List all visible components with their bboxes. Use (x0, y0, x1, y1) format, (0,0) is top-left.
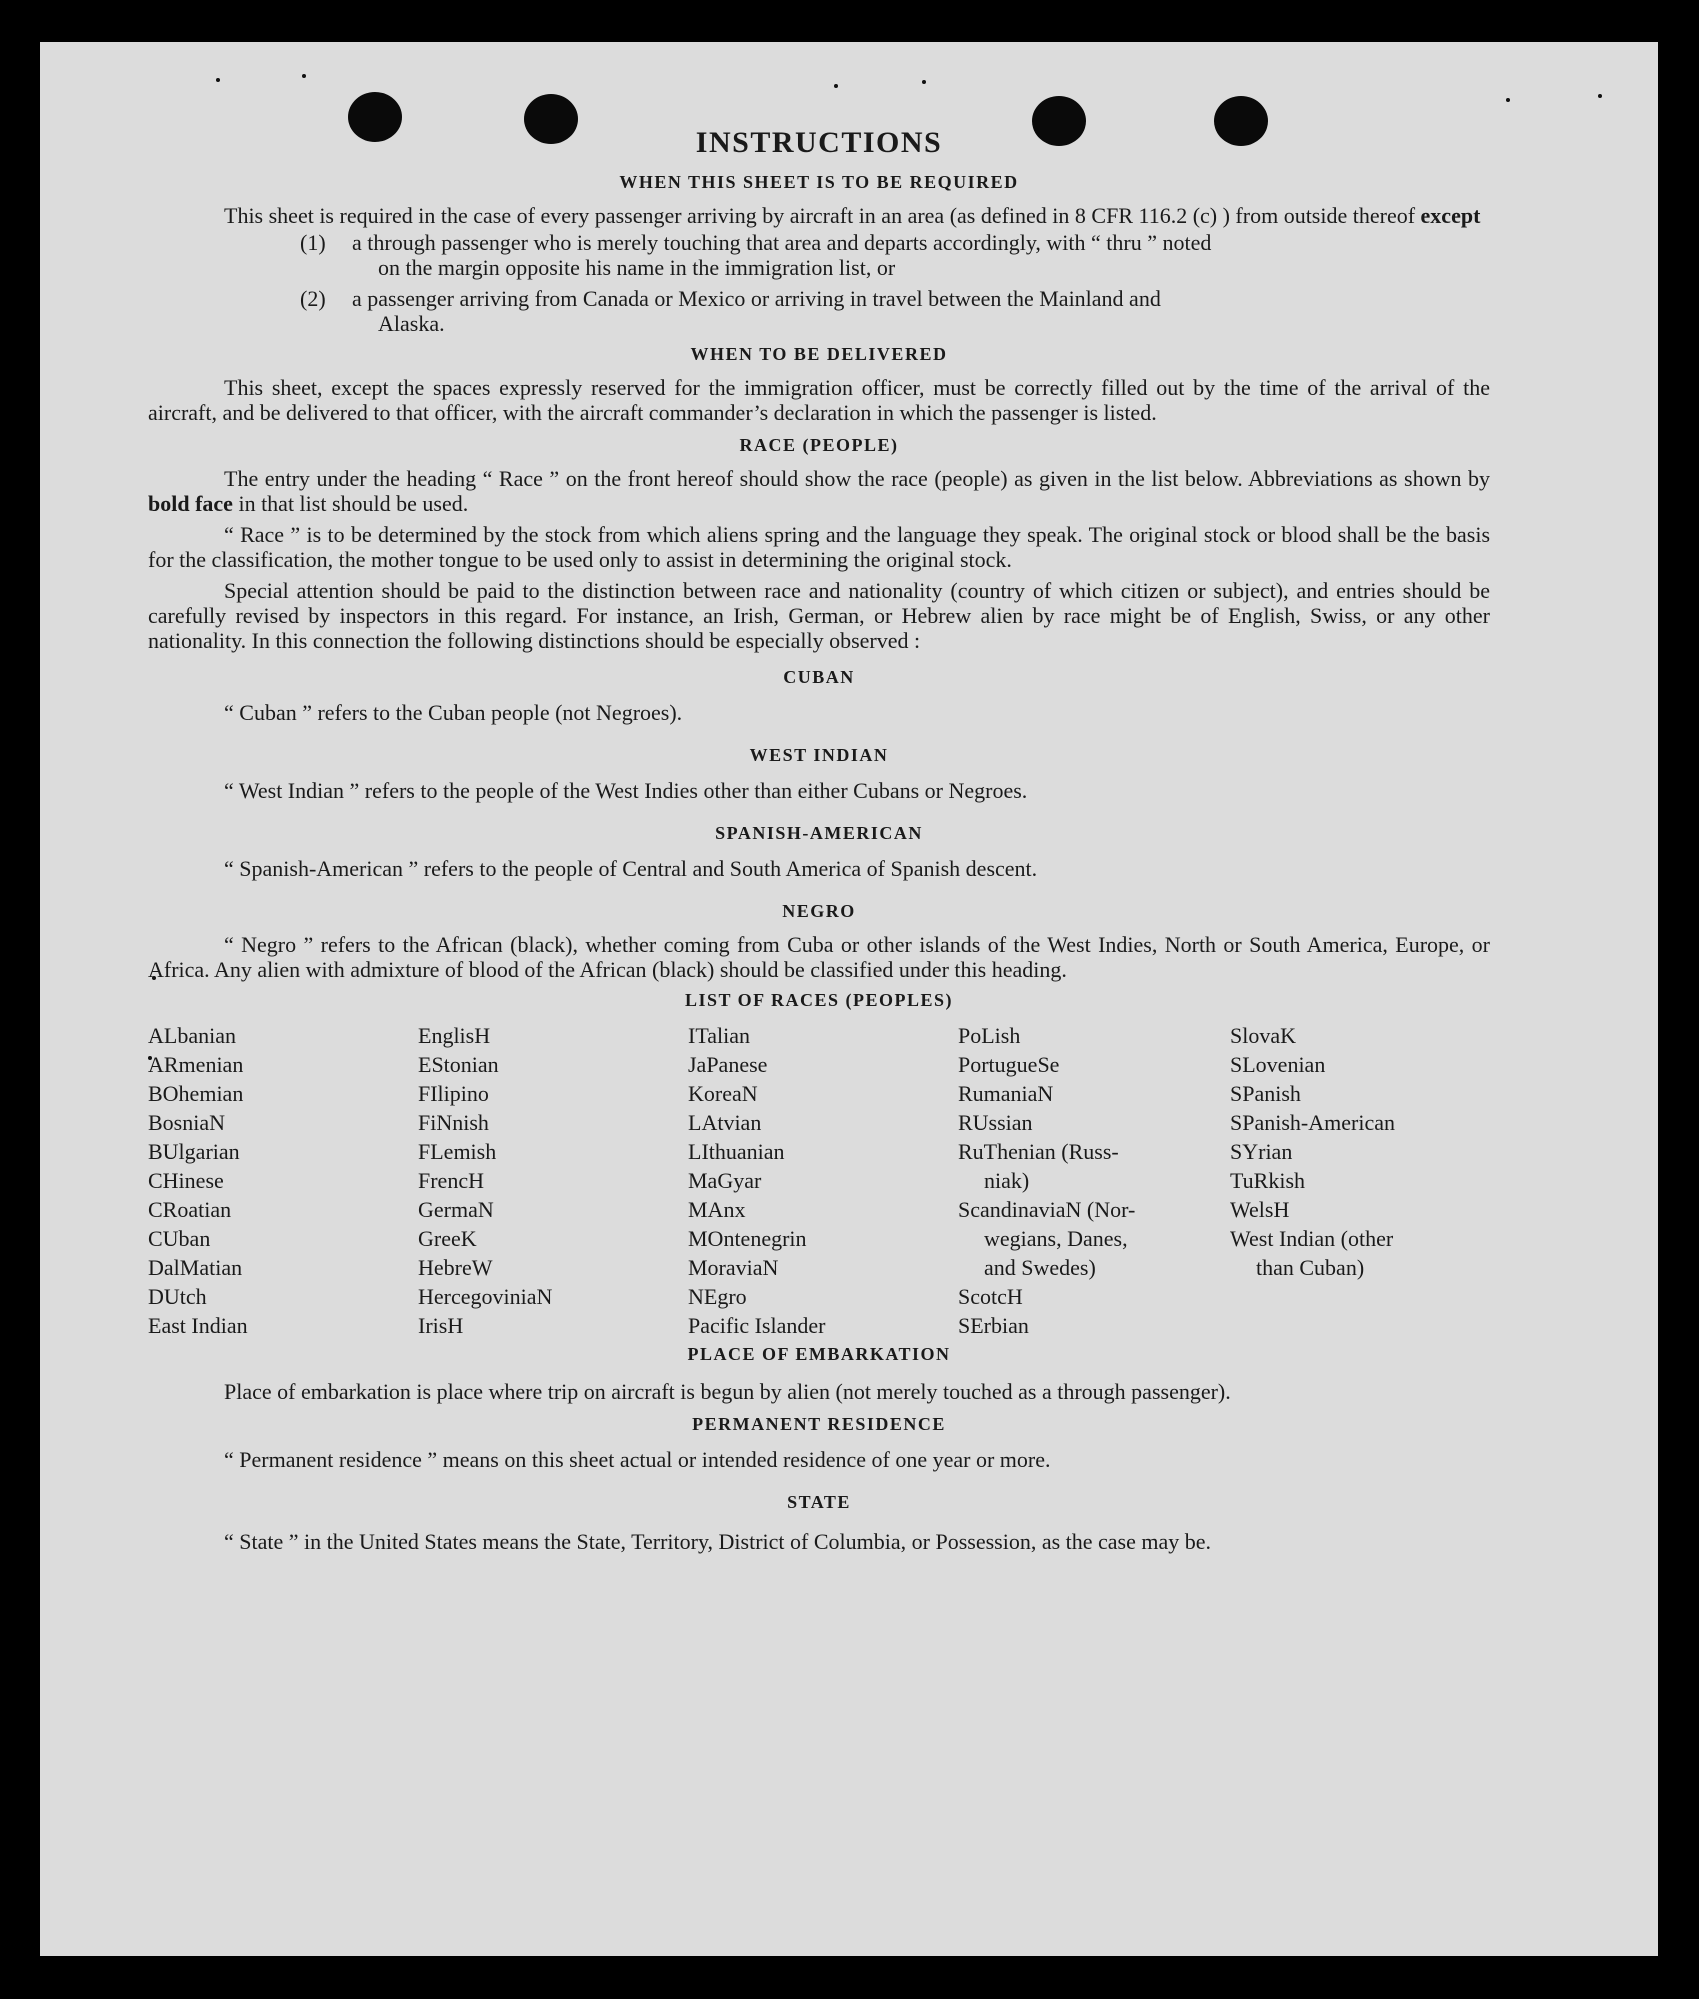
race-entry: RumaniaN (958, 1081, 1054, 1106)
race-entry: EStonian (418, 1052, 499, 1077)
race-entry: East Indian (148, 1313, 248, 1338)
race-entry: MoraviaN (688, 1255, 779, 1280)
spanish-american-text: “ Spanish-American ” refers to the people of Central and South America of Spanish descent. (224, 856, 1038, 881)
race-entry: FIlipino (418, 1081, 489, 1106)
race-entry: DUtch (148, 1284, 207, 1309)
race-entry: MOntenegrin (688, 1226, 807, 1251)
race-entry: NEgro (688, 1284, 747, 1309)
race-entry-continuation: than Cuban) (1256, 1255, 1365, 1280)
race-entry: WelsH (1230, 1197, 1290, 1222)
section-heading-residence: PERMANENT RESIDENCE (692, 1414, 946, 1434)
race-entry: EnglisH (418, 1023, 491, 1048)
race-entry: West Indian (other (1230, 1226, 1394, 1251)
section-heading-required: WHEN THIS SHEET IS TO BE REQUIRED (619, 172, 1019, 192)
race-entry: ALbanian (148, 1023, 236, 1048)
residence-text: “ Permanent residence ” means on this sheet actual or intended residence of one year or more. (224, 1447, 1051, 1472)
west-indian-text: “ West Indian ” refers to the people of the West Indies other than either Cubans or Negroes. (224, 778, 1028, 803)
section-heading-spanish-american: SPANISH-AMERICAN (715, 823, 923, 843)
race-entry: MaGyar (688, 1168, 762, 1193)
exception-line: Alaska. (378, 311, 445, 336)
exception-item-1 (300, 230, 1490, 280)
race-entry: PoLish (958, 1023, 1021, 1048)
race-column-4 (958, 1021, 1230, 1340)
race-entry: Pacific Islander (688, 1313, 826, 1338)
race-entry: RuThenian (Russ- (958, 1139, 1119, 1164)
race-entry: PortugueSe (958, 1052, 1060, 1077)
race-list (148, 1021, 1490, 1340)
section-heading-state: STATE (787, 1492, 851, 1512)
speck (216, 78, 220, 82)
race-entry: BUlgarian (148, 1139, 240, 1164)
race-entry: ScandinaviaN (Nor- (958, 1197, 1136, 1222)
race-entry: DalMatian (148, 1255, 243, 1280)
race-entry-continuation: niak) (984, 1168, 1030, 1193)
race-paragraph-1 (148, 466, 1490, 516)
delivered-text: This sheet, except the spaces expressly reserved for the immigration officer, must be correctly filled out by the time of the arrival of the aircraft, and be delivered to that officer, with the aircraft commander’s declaration in which the passenger is listed. (148, 375, 1490, 425)
race-entry: ScotcH (958, 1284, 1023, 1309)
exception-text (352, 230, 1490, 280)
race-entry: GreeK (418, 1226, 477, 1251)
race-entry: BosniaN (148, 1110, 225, 1135)
speck (922, 80, 926, 84)
exception-line: a through passenger who is merely touching that area and departs accordingly, with “ thru ” noted (352, 230, 1212, 255)
race-paragraph-3: Special attention should be paid to the distinction between race and nationality (country of which citizen or subject), and entries should be carefully revised by inspectors in this regard. For instance, an Irish, German, or Hebrew alien by race might be of English, Swiss, or any other nationality. In this connection the following distinctions should be especially observed : (148, 578, 1490, 653)
race-entry: SPanish-American (1230, 1110, 1395, 1135)
race-entry: TuRkish (1230, 1168, 1306, 1193)
race-entry: SErbian (958, 1313, 1029, 1338)
exception-item-2 (300, 286, 1490, 336)
section-heading-delivered: WHEN TO BE DELIVERED (690, 344, 948, 364)
speck (1506, 98, 1510, 102)
speck (1598, 94, 1602, 98)
race-column-2 (418, 1021, 688, 1340)
race-entry: GermaN (418, 1197, 494, 1222)
negro-text: “ Negro ” refers to the African (black), whether coming from Cuba or other islands of the West Indies, North or South America, Europe, or Africa. Any alien with admixture of blood of the African (black) should be classified under this heading. (148, 932, 1490, 982)
instructions-content (148, 126, 1490, 1558)
section-heading-cuban: CUBAN (783, 667, 855, 687)
race-entry: CUban (148, 1226, 211, 1251)
race-entry: CRoatian (148, 1197, 232, 1222)
speck (302, 74, 306, 78)
section-heading-negro: NEGRO (782, 901, 856, 921)
required-intro (148, 203, 1490, 228)
page-title: INSTRUCTIONS (695, 126, 943, 159)
race-entry: HebreW (418, 1255, 493, 1280)
state-text: “ State ” in the United States means the State, Territory, District of Columbia, or Possession, as the case may be. (224, 1529, 1212, 1554)
race-entry: LIthuanian (688, 1139, 785, 1164)
race-column-3 (688, 1021, 958, 1340)
race-entry: ITalian (688, 1023, 750, 1048)
race-entry-continuation: wegians, Danes, (984, 1226, 1128, 1251)
race-entry: SYrian (1230, 1139, 1293, 1164)
race-entry: CHinese (148, 1168, 224, 1193)
race-paragraph-text: in that list should be used. (238, 491, 469, 516)
section-heading-race: RACE (PEOPLE) (739, 435, 899, 455)
section-heading-embarkation: PLACE OF EMBARKATION (687, 1344, 951, 1364)
race-entry: SlovaK (1230, 1023, 1296, 1048)
race-entry: FiNnish (418, 1110, 489, 1135)
race-entry: HercegoviniaN (418, 1284, 553, 1309)
exception-line: a passenger arriving from Canada or Mexico or arriving in travel between the Mainland and (352, 286, 1161, 311)
race-entry: LAtvian (688, 1110, 762, 1135)
race-entry: MAnx (688, 1197, 746, 1222)
race-list-heading: LIST OF RACES (PEOPLES) (684, 990, 954, 1010)
race-paragraph-text: The entry under the heading “ Race ” on the front hereof should show the race (people) as given in the list below. Abbreviations as shown by (224, 466, 1490, 491)
exception-number: (1) (300, 230, 326, 255)
race-entry: RUssian (958, 1110, 1033, 1135)
embarkation-text: Place of embarkation is place where trip on aircraft is begun by alien (not merely touched as a through passenger). (224, 1379, 1231, 1404)
race-column-5 (1230, 1021, 1480, 1340)
section-heading-west-indian: WEST INDIAN (749, 745, 889, 765)
required-intro-text: This sheet is required in the case of every passenger arriving by aircraft in an area (as defined in 8 CFR 116.2 (c) ) from outside thereof (224, 203, 1416, 228)
exception-line: on the margin opposite his name in the immigration list, or (378, 255, 896, 280)
race-paragraph-bold: bold face (148, 491, 233, 516)
race-column-1 (148, 1021, 418, 1340)
cuban-text: “ Cuban ” refers to the Cuban people (not Negroes). (224, 700, 683, 725)
required-intro-bold: except (1420, 203, 1481, 228)
speck (834, 84, 838, 88)
race-entry: SPanish (1230, 1081, 1301, 1106)
race-entry: ARmenian (148, 1052, 244, 1077)
race-entry: KoreaN (688, 1081, 758, 1106)
race-entry-continuation: and Swedes) (984, 1255, 1096, 1280)
race-entry: IrisH (418, 1313, 464, 1338)
race-entry: FrencH (418, 1168, 484, 1193)
race-entry: SLovenian (1230, 1052, 1326, 1077)
exception-text (352, 286, 1490, 336)
exception-number: (2) (300, 286, 326, 311)
race-paragraph-2: “ Race ” is to be determined by the stock from which aliens spring and the language they speak. The original stock or blood shall be the basis for the classification, the mother tongue to be used only to assist in determining the original stock. (148, 522, 1490, 572)
race-entry: FLemish (418, 1139, 497, 1164)
race-entry: JaPanese (688, 1052, 768, 1077)
race-entry: BOhemian (148, 1081, 244, 1106)
